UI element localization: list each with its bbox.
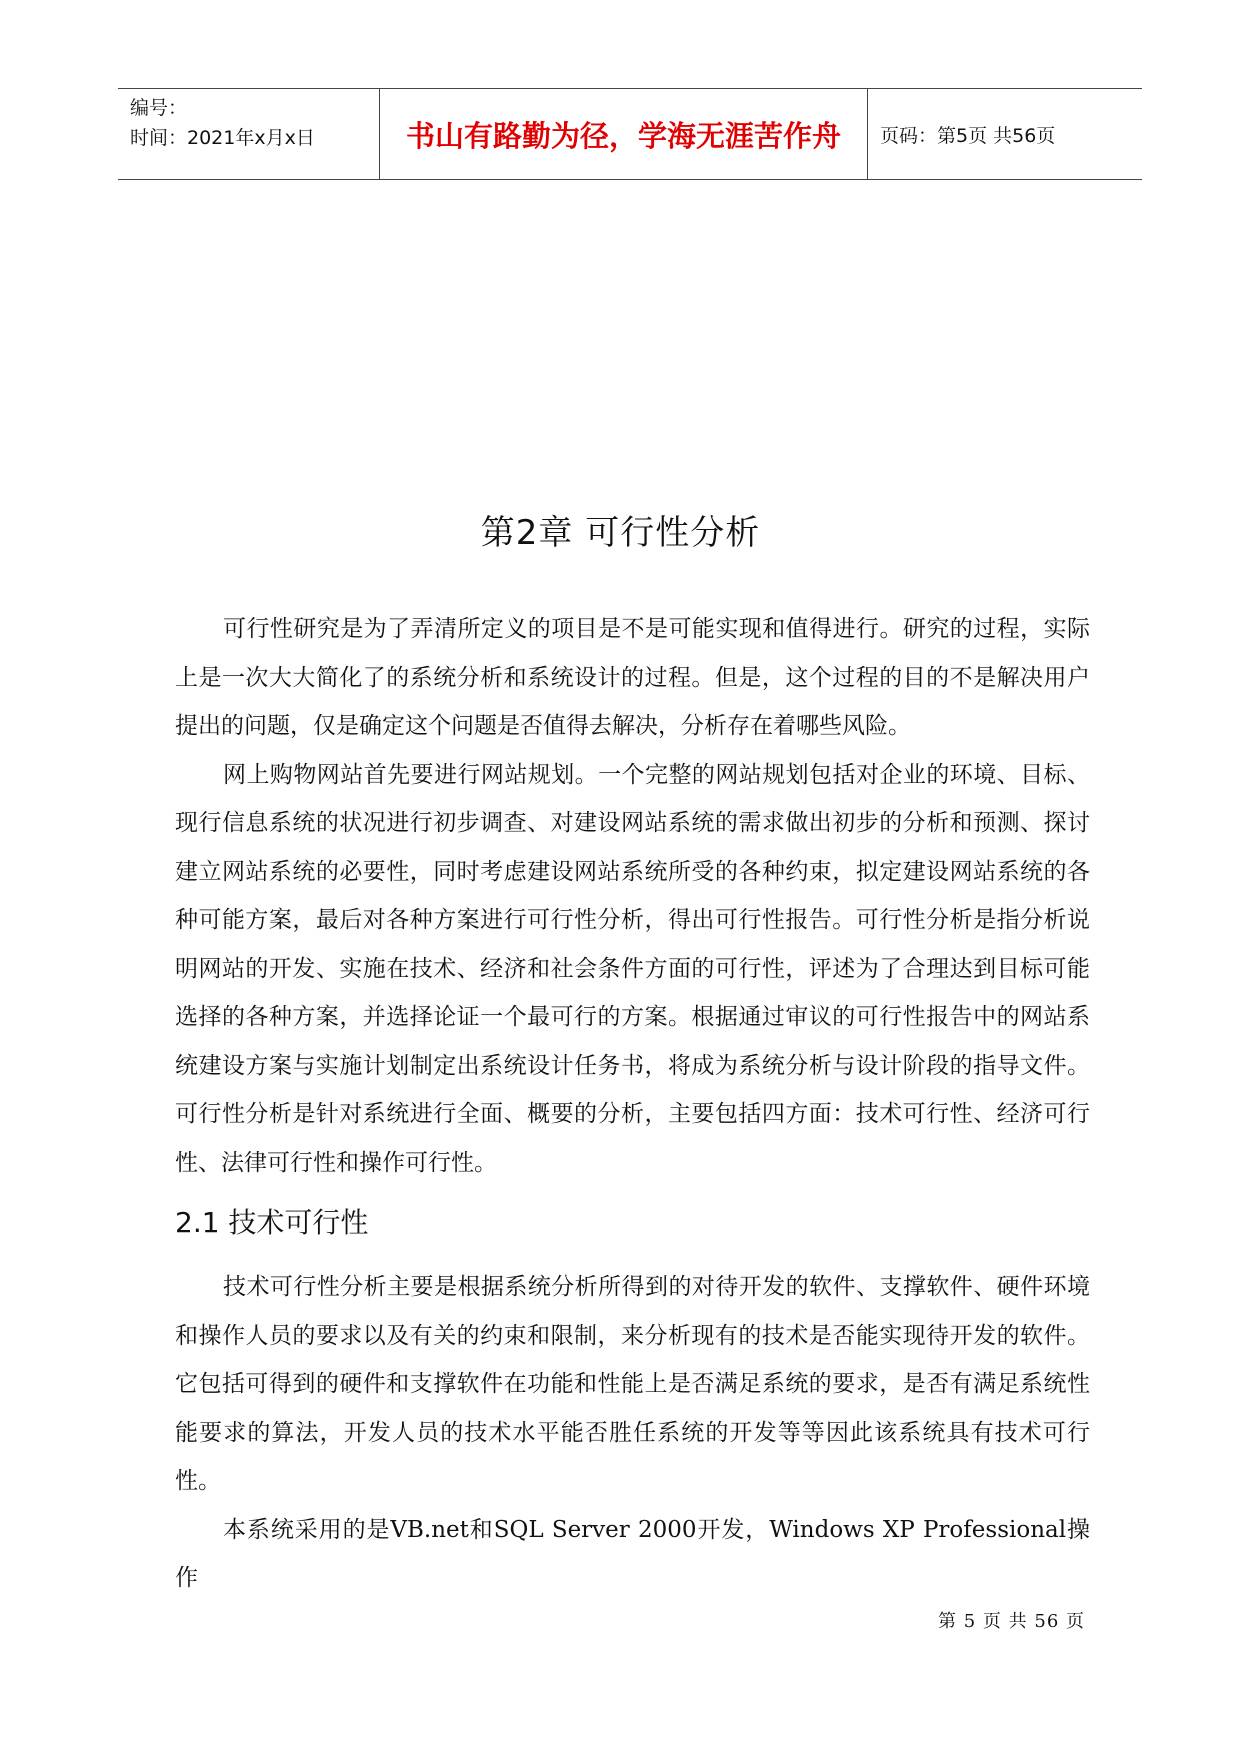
document-number-label: 编号： bbox=[130, 97, 188, 119]
page-header-table bbox=[118, 88, 1142, 180]
document-body bbox=[175, 605, 1090, 1603]
body-paragraph: 网上购物网站首先要进行网站规划。一个完整的网站规划包括对企业的环境、目标、现行信息系统的状况进行初步调查、对建设网站系统的需求做出初步的分析和预测、探讨建立网站系统的必要性，同时考虑建设网站系统所受的各种约束，拟定建设网站系统的各种可能方案，最后对各种方案进行可行性分析，得出可行性报告。可行性分析是指分析说明网站的开发、实施在技术、经济和社会条件方面的可行性，评述为了合理达到目标可能选择的各种方案，并选择论证一个最可行的方案。根据通过审议的可行性报告中的网站系统建设方案与实施计划制定出系统设计任务书，将成为系统分析与设计阶段的指导文件。可行性分析是针对系统进行全面、概要的分析，主要包括四方面：技术可行性、经济可行性、法律可行性和操作可行性。 bbox=[175, 761, 1090, 1176]
section-paragraph: 技术可行性分析主要是根据系统分析所得到的对待开发的软件、支撑软件、硬件环境和操作人员的要求以及有关的约束和限制，来分析现有的技术是否能实现待开发的软件。它包括可得到的硬件和支撑软件在功能和性能上是否满足系统的要求，是否有满足系统性能要求的算法，开发人员的技术水平能否胜任系统的开发等等因此该系统具有技术可行性。 bbox=[175, 1274, 1090, 1494]
section-paragraph: 本系统采用的是VB.net和SQL Server 2000开发，Windows XP Professional操作 bbox=[175, 1516, 1090, 1591]
page-footer: 第 5 页 共 56 页 bbox=[938, 1611, 1085, 1632]
header-page-code: 页码：第5页 共56页 bbox=[880, 124, 1056, 147]
chapter-title: 第2章 可行性分析 bbox=[480, 513, 761, 553]
header-motto: 书山有路勤为径，学海无涯苦作舟 bbox=[380, 89, 868, 179]
header-meta bbox=[118, 89, 380, 179]
section-title: 2.1 技术可行性 bbox=[175, 1206, 369, 1239]
document-time-label: 时间：2021年x月x日 bbox=[130, 127, 315, 149]
body-paragraph: 可行性研究是为了弄清所定义的项目是不是可能实现和值得进行。研究的过程，实际上是一次大大简化了的系统分析和系统设计的过程。但是，这个过程的目的不是解决用户提出的问题，仅是确定这个问题是否值得去解决，分析存在着哪些风险。 bbox=[175, 616, 1090, 739]
